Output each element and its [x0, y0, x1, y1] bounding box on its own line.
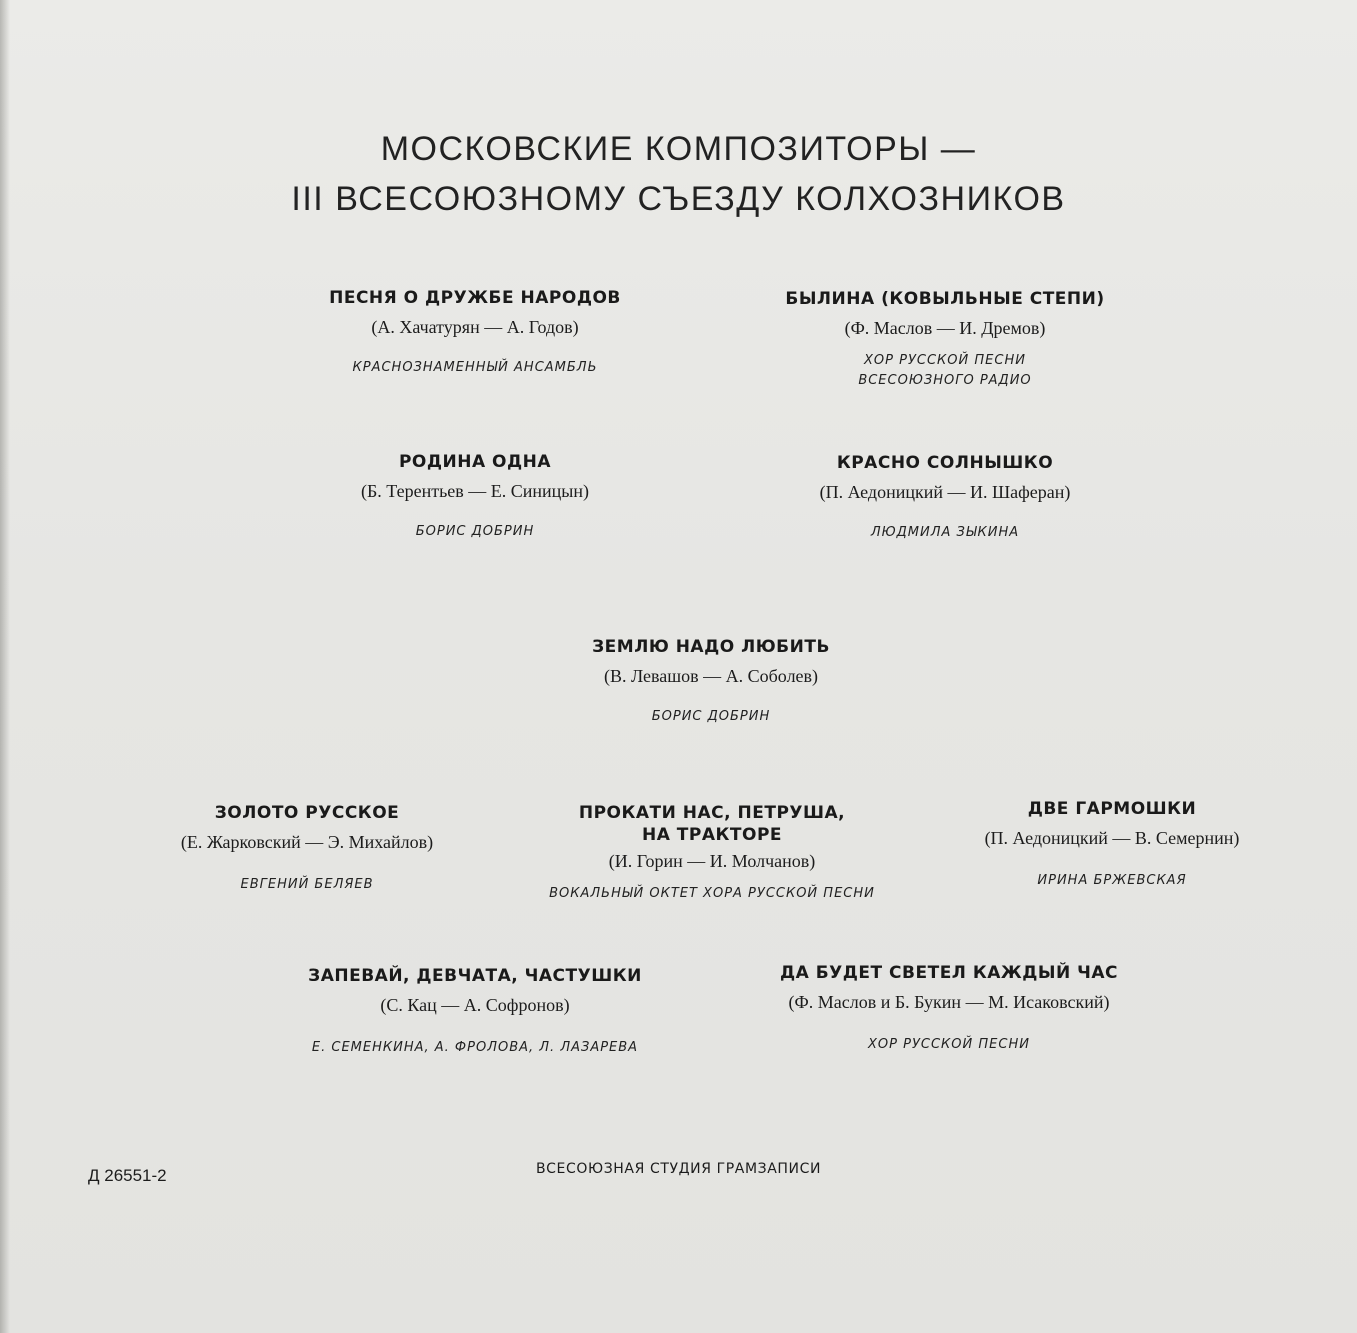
track-authors: (Е. Жарковский — Э. Михайлов) — [180, 832, 434, 852]
track-title: РОДИНА ОДНА — [398, 452, 552, 472]
album-title-line-2: III ВСЕСОЮЗНОМУ СЪЕЗДУ КОЛХОЗНИКОВ — [291, 180, 1066, 218]
track-authors: (С. Кац — А. Софронов) — [380, 995, 570, 1015]
track-title: ЗАПЕВАЙ, ДЕВЧАТА, ЧАСТУШКИ — [308, 966, 642, 986]
track-title-line-2: НА ТРАКТОРЕ — [641, 825, 783, 845]
track-authors: (А. Хачатурян — А. Годов) — [371, 317, 579, 337]
track-authors: (П. Аедоницкий — В. Семернин) — [984, 828, 1240, 848]
track-title: ПЕСНЯ О ДРУЖБЕ НАРОДОВ — [329, 288, 621, 308]
track-authors: (Ф. Маслов и Б. Букин — М. Исаковский) — [788, 992, 1110, 1012]
track-10 — [749, 962, 1149, 1055]
track-performer: ЕВГЕНИЙ БЕЛЯЕВ — [240, 877, 374, 892]
catalog-number: Д 26551-2 — [88, 1166, 167, 1185]
track-authors: (В. Левашов — А. Соболев) — [603, 666, 819, 686]
track-8 — [932, 798, 1292, 891]
track-title: БЫЛИНА (КОВЫЛЬНЫЕ СТЕПИ) — [785, 289, 1105, 309]
track-title: ДВЕ ГАРМОШКИ — [1027, 799, 1197, 819]
album-title-line-1: МОСКОВСКИЕ КОМПОЗИТОРЫ — — [380, 130, 977, 168]
track-performer: КРАСНОЗНАМЕННЫЙ АНСАМБЛЬ — [352, 360, 598, 375]
track-7 — [512, 802, 912, 904]
track-performer: ХОР РУССКОЙ ПЕСНИ — [868, 1037, 1030, 1052]
track-9 — [275, 965, 675, 1058]
track-authors: (Ф. Маслов — И. Дремов) — [844, 318, 1046, 338]
track-5 — [511, 636, 911, 727]
track-authors: (П. Аедоницкий — И. Шаферан) — [819, 482, 1071, 502]
track-6 — [127, 802, 487, 895]
track-authors: (Б. Терентьев — Е. Синицын) — [360, 481, 590, 501]
track-3 — [275, 451, 675, 542]
track-performer-line-2: ВСЕСОЮЗНОГО РАДИО — [858, 373, 1032, 388]
track-4 — [745, 452, 1145, 543]
track-performer: ВОКАЛЬНЫЙ ОКТЕТ ХОРА РУССКОЙ ПЕСНИ — [549, 886, 875, 901]
track-performer: БОРИС ДОБРИН — [415, 524, 535, 539]
track-authors: (И. Горин — И. Молчанов) — [608, 851, 816, 871]
track-title: КРАСНО СОЛНЫШКО — [836, 453, 1054, 473]
track-title-line-1: ПРОКАТИ НАС, ПЕТРУША, — [578, 803, 846, 823]
track-performer-line-1: ХОР РУССКОЙ ПЕСНИ — [864, 353, 1026, 368]
track-performer: ИРИНА БРЖЕВСКАЯ — [1037, 873, 1187, 888]
track-performer: БОРИС ДОБРИН — [651, 709, 771, 724]
track-title: ДА БУДЕТ СВЕТЕЛ КАЖДЫЙ ЧАС — [780, 963, 1118, 983]
studio-name: ВСЕСОЮЗНАЯ СТУДИЯ ГРАМЗАПИСИ — [535, 1161, 822, 1177]
track-title: ЗЕМЛЮ НАДО ЛЮБИТЬ — [592, 637, 830, 657]
track-performer: Е. СЕМЕНКИНА, А. ФРОЛОВА, Л. ЛАЗАРЕВА — [311, 1040, 639, 1055]
track-performer: ЛЮДМИЛА ЗЫКИНА — [870, 525, 1020, 540]
track-1 — [275, 287, 675, 378]
track-2 — [745, 288, 1145, 391]
track-title: ЗОЛОТО РУССКОЕ — [214, 803, 400, 823]
